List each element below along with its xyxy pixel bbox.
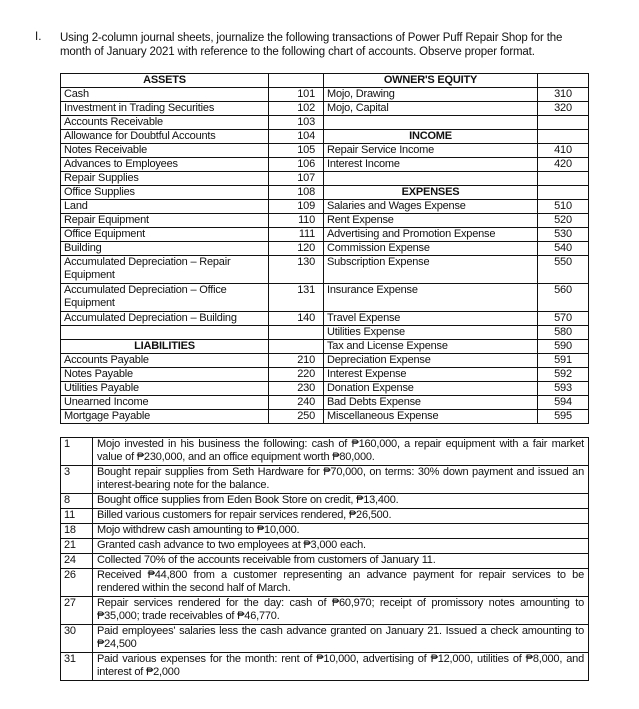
account-code bbox=[538, 172, 589, 186]
account-code: 591 bbox=[538, 354, 589, 368]
account-row bbox=[61, 368, 589, 382]
account-name: Office Supplies bbox=[61, 186, 269, 200]
account-name: Notes Payable bbox=[61, 368, 269, 382]
section-heading: INCOME bbox=[324, 130, 538, 144]
transaction-row bbox=[61, 438, 589, 466]
chart-of-accounts-table bbox=[60, 73, 589, 424]
transaction-row bbox=[61, 539, 589, 554]
account-code: 106 bbox=[269, 158, 324, 172]
account-name: Rent Expense bbox=[324, 214, 538, 228]
transaction-row bbox=[61, 597, 589, 625]
transaction-day: 26 bbox=[61, 569, 93, 597]
account-name bbox=[61, 326, 269, 340]
section-heading: EXPENSES bbox=[324, 186, 538, 200]
account-code: 540 bbox=[538, 242, 589, 256]
account-code: 130 bbox=[269, 256, 324, 284]
account-name: Mojo, Drawing bbox=[324, 88, 538, 102]
transaction-row bbox=[61, 509, 589, 524]
account-name: Unearned Income bbox=[61, 396, 269, 410]
account-code: 140 bbox=[269, 312, 324, 326]
account-row bbox=[61, 228, 589, 242]
account-code: 595 bbox=[538, 410, 589, 424]
account-name: Accounts Payable bbox=[61, 354, 269, 368]
transaction-day: 24 bbox=[61, 554, 93, 569]
account-name: Travel Expense bbox=[324, 312, 538, 326]
transaction-row bbox=[61, 524, 589, 539]
account-code: 510 bbox=[538, 200, 589, 214]
account-name: Tax and License Expense bbox=[324, 340, 538, 354]
account-name: Depreciation Expense bbox=[324, 354, 538, 368]
transaction-row bbox=[61, 554, 589, 569]
account-row bbox=[61, 74, 589, 88]
account-row bbox=[61, 312, 589, 326]
account-name: Allowance for Doubtful Accounts bbox=[61, 130, 269, 144]
account-code: 109 bbox=[269, 200, 324, 214]
account-name: Commission Expense bbox=[324, 242, 538, 256]
account-code: 107 bbox=[269, 172, 324, 186]
account-row bbox=[61, 382, 589, 396]
transactions-table bbox=[60, 437, 589, 681]
account-row bbox=[61, 102, 589, 116]
account-row bbox=[61, 158, 589, 172]
account-name: Mojo, Capital bbox=[324, 102, 538, 116]
account-row bbox=[61, 116, 589, 130]
account-name: Office Equipment bbox=[61, 228, 269, 242]
account-row bbox=[61, 410, 589, 424]
account-row bbox=[61, 144, 589, 158]
account-row bbox=[61, 172, 589, 186]
account-code: 131 bbox=[269, 284, 324, 312]
account-code: 410 bbox=[538, 144, 589, 158]
account-code: 592 bbox=[538, 368, 589, 382]
section-heading: LIABILITIES bbox=[61, 340, 269, 354]
account-row bbox=[61, 242, 589, 256]
transaction-row bbox=[61, 653, 589, 681]
account-name: Advertising and Promotion Expense bbox=[324, 228, 538, 242]
account-code bbox=[269, 74, 324, 88]
account-name bbox=[324, 116, 538, 130]
transaction-description: Mojo invested in his business the following: cash of ₱160,000, a repair equipment with a fair market value of ₱230,000, and an office equipment worth ₱80,000. bbox=[93, 438, 589, 466]
account-code: 120 bbox=[269, 242, 324, 256]
account-name: Notes Receivable bbox=[61, 144, 269, 158]
account-name: Accumulated Depreciation – Repair Equipment bbox=[61, 256, 269, 284]
account-name: Utilities Payable bbox=[61, 382, 269, 396]
transaction-description: Paid various expenses for the month: rent of ₱10,000, advertising of ₱12,000, utilities of ₱8,000, and interest of ₱2,000 bbox=[93, 653, 589, 681]
account-name: Salaries and Wages Expense bbox=[324, 200, 538, 214]
account-code: 240 bbox=[269, 396, 324, 410]
account-code: 210 bbox=[269, 354, 324, 368]
account-name: Accounts Receivable bbox=[61, 116, 269, 130]
transaction-row bbox=[61, 466, 589, 494]
account-code bbox=[538, 74, 589, 88]
account-code: 550 bbox=[538, 256, 589, 284]
account-code: 580 bbox=[538, 326, 589, 340]
account-name: Mortgage Payable bbox=[61, 410, 269, 424]
account-code: 230 bbox=[269, 382, 324, 396]
transaction-day: 3 bbox=[61, 466, 93, 494]
account-name: Cash bbox=[61, 88, 269, 102]
account-code bbox=[269, 340, 324, 354]
transaction-day: 8 bbox=[61, 494, 93, 509]
account-name: Miscellaneous Expense bbox=[324, 410, 538, 424]
transaction-description: Bought repair supplies from Seth Hardware for ₱70,000, on terms: 30% down payment and issued an interest-bearing note for the balance. bbox=[93, 466, 589, 494]
account-name: Interest Expense bbox=[324, 368, 538, 382]
transaction-description: Granted cash advance to two employees at ₱3,000 each. bbox=[93, 539, 589, 554]
account-code: 530 bbox=[538, 228, 589, 242]
account-row bbox=[61, 200, 589, 214]
account-name: Bad Debts Expense bbox=[324, 396, 538, 410]
transaction-description: Billed various customers for repair services rendered, ₱26,500. bbox=[93, 509, 589, 524]
account-row bbox=[61, 354, 589, 368]
account-code: 101 bbox=[269, 88, 324, 102]
transaction-day: 1 bbox=[61, 438, 93, 466]
transaction-description: Mojo withdrew cash amounting to ₱10,000. bbox=[93, 524, 589, 539]
account-row bbox=[61, 340, 589, 354]
account-code: 420 bbox=[538, 158, 589, 172]
transaction-description: Paid employees' salaries less the cash advance granted on January 21. Issued a check amounting to ₱24,500 bbox=[93, 625, 589, 653]
account-code bbox=[269, 326, 324, 340]
account-row bbox=[61, 326, 589, 340]
transaction-row bbox=[61, 494, 589, 509]
instruction-text: Using 2-column journal sheets, journalize the following transactions of Power Puff Repair Shop for the month of January 2021 with reference to the following chart of accounts. Observe proper format. bbox=[60, 32, 563, 58]
transaction-day: 27 bbox=[61, 597, 93, 625]
account-code: 105 bbox=[269, 144, 324, 158]
account-name: Repair Equipment bbox=[61, 214, 269, 228]
account-code: 593 bbox=[538, 382, 589, 396]
account-code bbox=[538, 130, 589, 144]
account-name: Donation Expense bbox=[324, 382, 538, 396]
transaction-description: Collected 70% of the accounts receivable from customers of January 11. bbox=[93, 554, 589, 569]
account-code: 108 bbox=[269, 186, 324, 200]
section-heading: ASSETS bbox=[61, 74, 269, 88]
account-name: Land bbox=[61, 200, 269, 214]
transaction-day: 30 bbox=[61, 625, 93, 653]
account-code bbox=[538, 186, 589, 200]
account-code: 560 bbox=[538, 284, 589, 312]
transaction-description: Repair services rendered for the day: cash of ₱60,970; receipt of promissory notes amounting to ₱35,000; trade receivables of ₱46,770. bbox=[93, 597, 589, 625]
account-code: 102 bbox=[269, 102, 324, 116]
account-name: Utilities Expense bbox=[324, 326, 538, 340]
account-name bbox=[324, 172, 538, 186]
account-row bbox=[61, 186, 589, 200]
account-name: Subscription Expense bbox=[324, 256, 538, 284]
account-code: 110 bbox=[269, 214, 324, 228]
transaction-row bbox=[61, 569, 589, 597]
account-row bbox=[61, 130, 589, 144]
item-number: I. bbox=[35, 31, 42, 43]
account-name: Advances to Employees bbox=[61, 158, 269, 172]
account-code: 111 bbox=[269, 228, 324, 242]
account-name: Accumulated Depreciation – Building bbox=[61, 312, 269, 326]
account-name: Repair Supplies bbox=[61, 172, 269, 186]
transaction-row bbox=[61, 625, 589, 653]
account-code: 250 bbox=[269, 410, 324, 424]
transaction-day: 18 bbox=[61, 524, 93, 539]
transaction-day: 31 bbox=[61, 653, 93, 681]
account-name: Investment in Trading Securities bbox=[61, 102, 269, 116]
account-code: 590 bbox=[538, 340, 589, 354]
account-code: 310 bbox=[538, 88, 589, 102]
account-code: 520 bbox=[538, 214, 589, 228]
account-row bbox=[61, 284, 589, 312]
account-code: 570 bbox=[538, 312, 589, 326]
account-row bbox=[61, 256, 589, 284]
section-heading: OWNER'S EQUITY bbox=[324, 74, 538, 88]
account-code: 104 bbox=[269, 130, 324, 144]
account-name: Accumulated Depreciation – Office Equipment bbox=[61, 284, 269, 312]
account-name: Insurance Expense bbox=[324, 284, 538, 312]
account-row bbox=[61, 88, 589, 102]
transaction-day: 21 bbox=[61, 539, 93, 554]
account-code: 320 bbox=[538, 102, 589, 116]
account-name: Building bbox=[61, 242, 269, 256]
account-code bbox=[538, 116, 589, 130]
transaction-day: 11 bbox=[61, 509, 93, 524]
account-code: 594 bbox=[538, 396, 589, 410]
account-row bbox=[61, 214, 589, 228]
account-code: 103 bbox=[269, 116, 324, 130]
account-name: Repair Service Income bbox=[324, 144, 538, 158]
account-name: Interest Income bbox=[324, 158, 538, 172]
account-row bbox=[61, 396, 589, 410]
transaction-description: Bought office supplies from Eden Book Store on credit, ₱13,400. bbox=[93, 494, 589, 509]
account-code: 220 bbox=[269, 368, 324, 382]
transaction-description: Received ₱44,800 from a customer representing an advance payment for repair services to be rendered within the second half of March. bbox=[93, 569, 589, 597]
